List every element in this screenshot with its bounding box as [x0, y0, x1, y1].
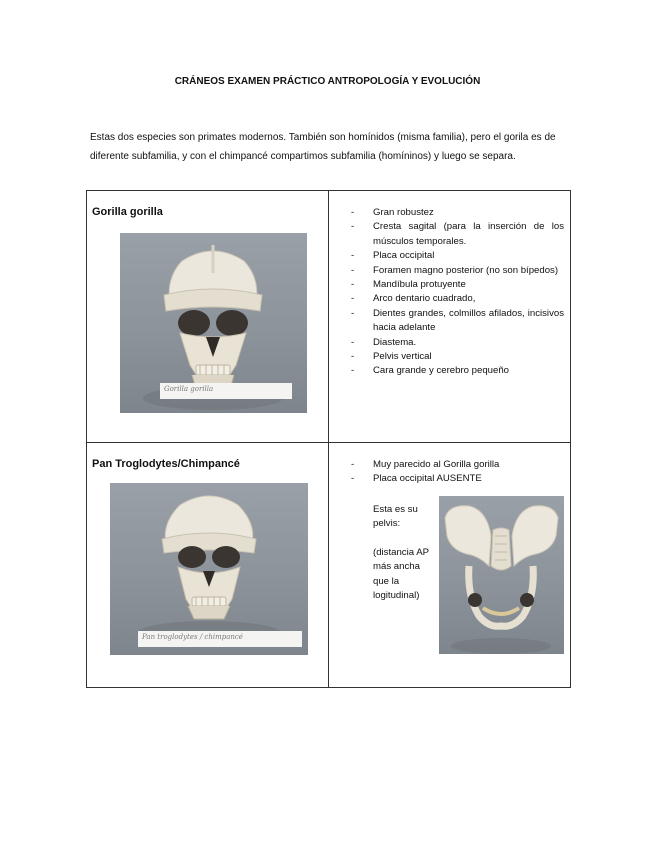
pelvis-drawing: [439, 496, 564, 654]
list-item: - Arco dentario cuadrado,: [351, 292, 564, 306]
list-item: - Pelvis vertical: [351, 350, 564, 364]
list-item: - Dientes grandes, colmillos afilados, incisivos hacia adelante: [351, 307, 564, 336]
intro-paragraph: Estas dos especies son primates modernos. También son homínidos (misma familia), pero el gorila es de diferente subfamilia, y con el chimpancé compartimos subfamilia (homíninos) y luego se separa.: [90, 132, 556, 162]
list-item: - Cresta sagital (para la inserción de los músculos temporales.: [351, 220, 564, 249]
list-item: - Muy parecido al Gorilla gorilla: [351, 458, 564, 472]
list-item: - Foramen magno posterior (no son bípedos): [351, 264, 564, 278]
chimp-skull-drawing: [110, 483, 308, 655]
table-row-chimpanzee: [87, 443, 571, 688]
list-item: - Diastema.: [351, 336, 564, 350]
pelvis-note: [373, 503, 435, 603]
species-table: [86, 190, 571, 688]
list-item: - Cara grande y cerebro pequeño: [351, 364, 564, 378]
chimp-photo-label-card: Pan troglodytes / chimpancé: [138, 631, 302, 647]
chimp-traits-list: [351, 458, 564, 487]
chimp-image-cell: [87, 443, 329, 688]
list-item: - Gran robustez: [351, 206, 564, 220]
list-item: - Placa occipital: [351, 249, 564, 263]
gorilla-species-title: Gorilla gorilla: [92, 206, 163, 218]
gorilla-image-cell: [87, 191, 329, 443]
gorilla-photo-label-card: Gorilla gorilla: [160, 383, 292, 399]
list-item: - Placa occipital AUSENTE: [351, 472, 564, 486]
chimp-traits-cell: [329, 443, 571, 688]
table-row-gorilla: [87, 191, 571, 443]
pelvis-note-detail: (distancia AP más ancha que la logitudinal): [373, 546, 429, 602]
chimp-pelvis-photo: [439, 496, 564, 654]
chimp-skull-photo: [110, 483, 308, 655]
gorilla-traits-list: [351, 206, 564, 379]
chimp-species-title: Pan Troglodytes/Chimpancé: [92, 458, 240, 470]
gorilla-traits-cell: [329, 191, 571, 443]
list-item: - Mandíbula protuyente: [351, 278, 564, 292]
pelvis-note-intro: Esta es su pelvis:: [373, 504, 418, 530]
document-title: CRÁNEOS EXAMEN PRÁCTICO ANTROPOLOGÍA Y EVOLUCIÓN: [174, 76, 481, 87]
gorilla-skull-photo: [120, 233, 307, 413]
